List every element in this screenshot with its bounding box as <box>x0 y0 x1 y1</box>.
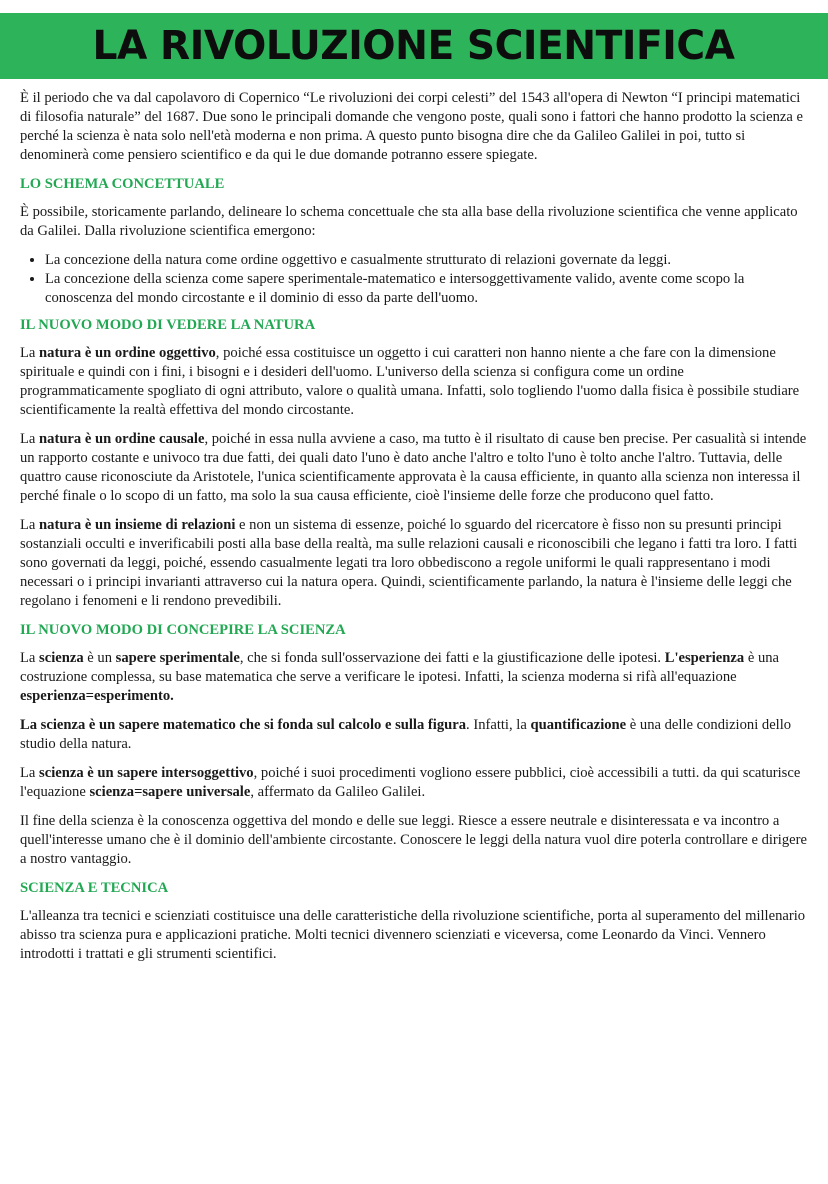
text-run: La <box>20 765 40 781</box>
bold-term: L'esperienza <box>664 650 745 666</box>
text-run: , affermato da Galileo Galilei. <box>250 784 426 800</box>
section-heading-natura: IL NUOVO MODO DI VEDERE LA NATURA <box>20 317 316 333</box>
schema-bullet-list <box>20 251 808 308</box>
text-run: è una costruzione complessa, su base matematica che serve a verificare le ipotesi. Infatti, la scienza moderna si rifà all'equazione <box>20 650 780 685</box>
title-banner <box>0 13 828 79</box>
natura-relazioni-paragraph <box>20 516 808 611</box>
text-run: , poiché i suoi procedimenti vogliono essere pubblici, cioè accessibili a tutti. da qui scaturisce l'equazione <box>20 765 801 800</box>
scienza-intersoggettiva-paragraph <box>20 764 808 802</box>
schema-paragraph: È possibile, storicamente parlando, delineare lo schema concettuale che sta alla base della rivoluzione scientifica che venne applicato da Galilei. Dalla rivoluzione scientifica emergono: <box>20 204 798 239</box>
section-heading-tecnica: SCIENZA E TECNICA <box>20 880 169 896</box>
tecnica-paragraph: L'alleanza tra tecnici e scienziati costituisce una delle caratteristiche della rivoluzione scientifiche, porta al superamento del millenario abisso tra scienza pura e applicazioni pratiche. Molti tecnici divennero scienziati e viceversa, come Leonardo da Vinci. Vennero introdotti i trattati e gli strumenti scientifici. <box>20 908 806 962</box>
natura-oggettivo-paragraph <box>20 344 808 420</box>
text-run: e non un sistema di essenze, poiché lo sguardo del ricercatore è fisso non su presunti principi sostanziali occulti e inverificabili posti alla base della realtà, ma sulle relazioni causali e riconoscibili che legano i fatti tra loro. I fatti sono governati da leggi, poiché, essendo casualmente legati tra loro obbediscono a regole uniformi le quali rappresentano i modi necessari o i principi invarianti attraverso cui la natura opera. Quindi, scientificamente parlando, la natura è l'insieme delle leggi che regolano i fenomeni e li rendono prevedibili. <box>20 517 798 609</box>
bold-term: natura è un ordine causale <box>39 431 205 447</box>
text-run: è un <box>83 650 116 666</box>
bold-term: scienza è un sapere intersoggettivo <box>39 765 254 781</box>
bold-term: sapere sperimentale <box>115 650 240 666</box>
section-heading-scienza: IL NUOVO MODO DI CONCEPIRE LA SCIENZA <box>20 622 346 638</box>
text-run: , poiché essa costituisce un oggetto i cui caratteri non hanno niente a che fare con la dimensione spirituale e quindi con i fini, i bisogni e i desideri dell'uomo. L'universo della scienza si configura come un ordine programmaticamente spogliato di ogni attributo, valore o qualità umana. Infatti, solo togliendo l'uomo dalla fisica è possibile studiare scientificamente la realtà effettiva del mondo circostante. <box>20 345 800 418</box>
list-item: • La concezione della scienza come sapere sperimentale-matematico e intersoggettivamente valido, avente come scopo la conoscenza del mondo circostante e il dominio di esso da parte dell'uomo. <box>45 270 808 308</box>
bold-term: quantificazione <box>530 717 627 733</box>
bold-term: esperienza=esperimento. <box>20 688 174 704</box>
natura-causale-paragraph <box>20 430 808 506</box>
section-heading-schema: LO SCHEMA CONCETTUALE <box>20 176 225 192</box>
text-run: La <box>20 517 40 533</box>
text-run: . Infatti, la <box>466 717 531 733</box>
text-run: La <box>20 345 40 361</box>
bold-term: La scienza è un sapere matematico che si fonda sul calcolo e sulla figura <box>20 717 467 733</box>
text-run: La <box>20 650 40 666</box>
intro-paragraph: È il periodo che va dal capolavoro di Copernico “Le rivoluzioni dei corpi celesti” del 1543 all'opera di Newton “I principi matematici di filosofia naturale” del 1687. Due sono le principali domande che vengono poste, quali sono i fattori che hanno prodotto la scienza e perché la scienza è nata solo nell'età moderna e non prima. A questo punto bisogna dire che da Galileo Galilei in poi, tutto si denominerà come pensiero scientifico e da qui le due domande potranno essere spiegate. <box>20 90 803 163</box>
bold-term: scienza <box>39 650 84 666</box>
scienza-matematica-paragraph <box>20 716 808 754</box>
scienza-sperimentale-paragraph <box>20 649 808 706</box>
text-run: , poiché in essa nulla avviene a caso, ma tutto è il risultato di cause ben precise. Per casualità si intende un rapporto costante e univoco tra due fatti, dei quali dato l'uno è dato anche l'altro e tolto l'uno è tolto anche l'altro. Tuttavia, delle quattro cause riconosciute da Aristotele, l'unica scientificamente approvata è la causa efficiente, in quanto alla scienza non interessa il perché finale o lo scopo di un fatto, ma solo la sua causa efficiente, cioè l'insieme delle forze che producono quel fatto. <box>20 431 807 504</box>
bold-term: scienza=sapere universale <box>89 784 251 800</box>
document-body <box>0 79 828 964</box>
bold-term: natura è un insieme di relazioni <box>39 517 236 533</box>
text-run: è una delle condizioni dello studio della natura. <box>20 717 792 752</box>
bold-term: natura è un ordine oggettivo <box>39 345 216 361</box>
text-run: , che si fonda sull'osservazione dei fatti e la giustificazione delle ipotesi. <box>239 650 665 666</box>
scienza-fine-paragraph: Il fine della scienza è la conoscenza oggettiva del mondo e delle sue leggi. Riesce a essere neutrale e disinteressata e va incontro a quell'interesse umano che è il dominio dell'ambiente circostante. Conoscere le leggi della natura vuol dire poterla controllare e dirigere a nostro vantaggio. <box>20 813 807 867</box>
text-run: La <box>20 431 40 447</box>
list-item: • La concezione della natura come ordine oggettivo e casualmente strutturato di relazioni governate da leggi. <box>45 251 808 270</box>
page-title: LA RIVOLUZIONE SCIENTIFICA <box>93 23 735 69</box>
